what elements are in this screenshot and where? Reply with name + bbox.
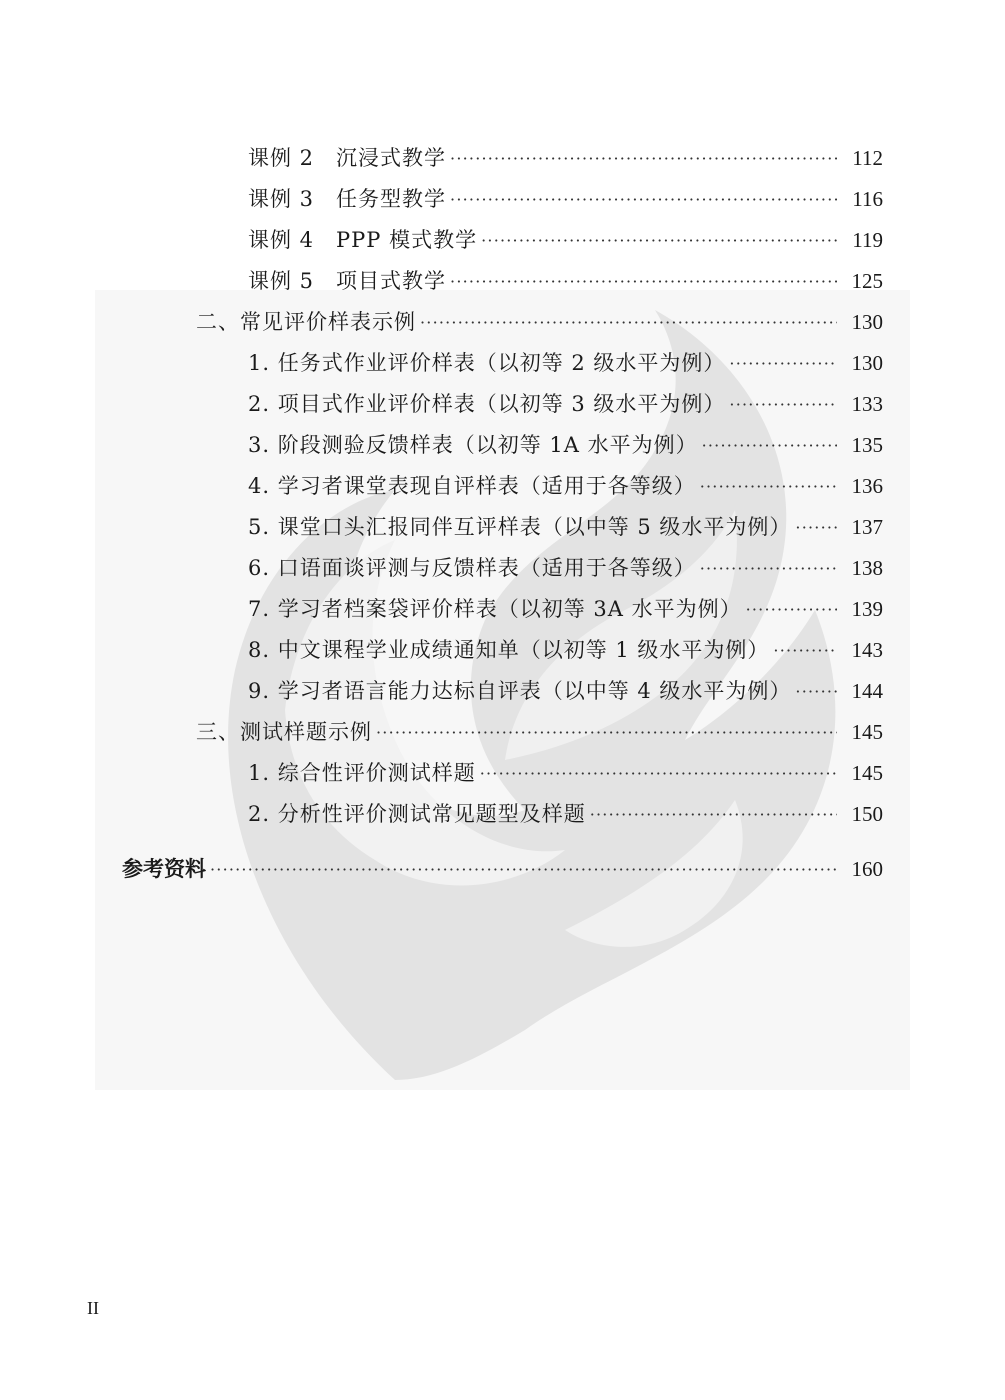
toc-entry-section-3-item-1[interactable] [248,753,883,793]
toc-entry-section-2-item-1[interactable] [248,343,883,383]
page-number: 136 [851,474,883,498]
toc-entry-references[interactable] [122,849,883,889]
page-number: 144 [851,679,883,703]
references-title: 参考资料 [122,856,206,881]
item-title: 8. 中文课程学业成绩通知单（以初等 1 级水平为例） [248,638,770,662]
page-number: 119 [852,228,883,252]
page-number: 130 [851,310,883,334]
page-number: 145 [851,761,883,785]
toc-entry-section-3-item-2[interactable] [248,794,883,834]
section-title: 三、测试样题示例 [196,720,372,744]
leader-dots [450,138,837,178]
lesson-title: 沉浸式教学 [336,146,447,170]
toc-entry-section-2-item-5[interactable] [248,507,883,547]
footer-page-number: II [87,1298,99,1318]
toc-entry-section-2-item-2[interactable] [248,384,883,424]
toc-entry-section-2-item-9[interactable] [248,671,883,711]
lesson-title: 任务型教学 [336,187,447,211]
item-title: 4. 学习者课堂表现自评样表（适用于各等级） [248,474,696,498]
page-number: 160 [851,857,883,881]
item-title: 5. 课堂口头汇报同伴互评样表（以中等 5 级水平为例） [248,515,792,539]
leader-dots [480,753,837,793]
item-title: 1. 综合性评价测试样题 [248,761,476,785]
item-title: 7. 学习者档案袋评价样表（以初等 3A 水平为例） [248,597,742,621]
toc-entry-lesson-4[interactable] [248,220,883,260]
leader-dots [450,179,837,219]
lesson-title: PPP 模式教学 [336,228,478,252]
page-number: 112 [852,146,883,170]
toc-entry-lesson-3[interactable] [248,179,883,219]
leader-dots [590,794,837,834]
leader-dots [700,466,837,506]
page-number: 130 [851,351,883,375]
lesson-number: 课例 3 [248,187,315,211]
page-number: 116 [852,187,883,211]
leader-dots [376,712,837,752]
leader-dots [702,425,837,465]
page-number: 133 [851,392,883,416]
lesson-number: 课例 4 [248,228,315,252]
leader-dots [420,302,837,342]
page-number: 135 [851,433,883,457]
leader-dots [773,630,837,670]
leader-dots [729,384,837,424]
leader-dots [795,507,837,547]
section-title: 二、常见评价样表示例 [196,310,416,334]
page-number: 138 [851,556,883,580]
toc-entry-section-2[interactable] [196,302,883,342]
toc-entry-section-2-item-8[interactable] [248,630,883,670]
toc-entry-lesson-2[interactable] [248,138,883,178]
page-number: 143 [851,638,883,662]
page-number: 125 [851,269,883,293]
lesson-number: 课例 2 [248,146,315,170]
leader-dots [210,849,837,889]
toc-entry-section-2-item-3[interactable] [248,425,883,465]
page-number: 150 [851,802,883,826]
item-title: 6. 口语面谈评测与反馈样表（适用于各等级） [248,556,696,580]
item-title: 1. 任务式作业评价样表（以初等 2 级水平为例） [248,351,726,375]
leader-dots [450,261,837,301]
item-title: 3. 阶段测验反馈样表（以初等 1A 水平为例） [248,433,698,457]
toc-entry-lesson-5[interactable] [248,261,883,301]
page-number: 137 [851,515,883,539]
leader-dots [746,589,837,629]
leader-dots [700,548,837,588]
page-number: 139 [851,597,883,621]
leader-dots [795,671,837,711]
lesson-title: 项目式教学 [336,269,447,293]
item-title: 2. 分析性评价测试常见题型及样题 [248,802,586,826]
item-title: 2. 项目式作业评价样表（以初等 3 级水平为例） [248,392,726,416]
lesson-number: 课例 5 [248,269,315,293]
toc-entry-section-2-item-6[interactable] [248,548,883,588]
item-title: 9. 学习者语言能力达标自评表（以中等 4 级水平为例） [248,679,792,703]
leader-dots [481,220,837,260]
toc-entry-section-2-item-4[interactable] [248,466,883,506]
leader-dots [729,343,837,383]
page-number: 145 [851,720,883,744]
toc-entry-section-2-item-7[interactable] [248,589,883,629]
toc-entry-section-3[interactable] [196,712,883,752]
